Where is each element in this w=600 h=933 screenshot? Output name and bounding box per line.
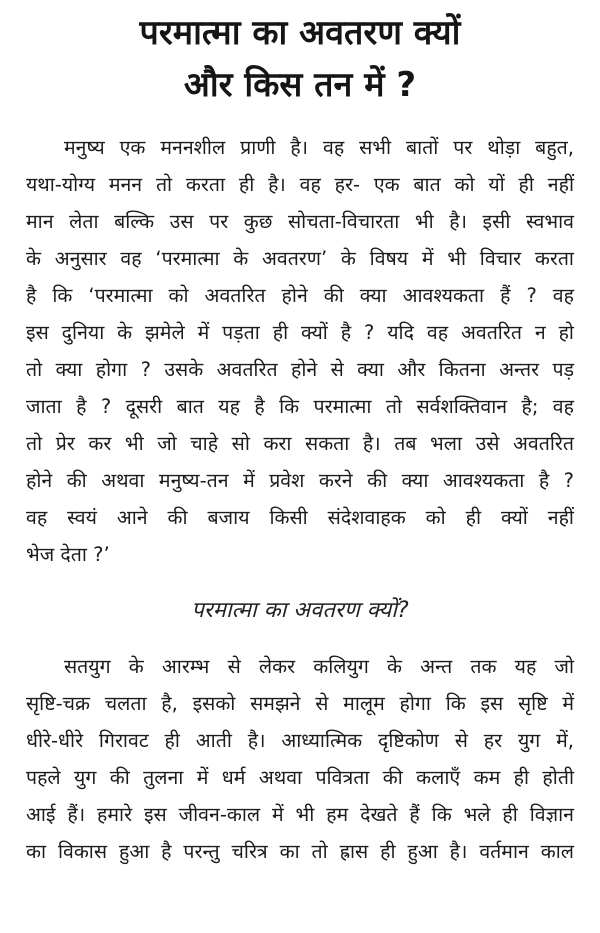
paragraph-2-line: पहले युग की तुलना में धर्म अथवा पवित्रता की कलाएँ कम ही होती <box>26 766 574 789</box>
paragraph-1-line: जाता है ? दूसरी बात यह है कि परमात्मा तो सर्वशक्तिवान है; वह <box>26 395 574 418</box>
paragraph-2-line: सृष्टि-चक्र चलता है, इसको समझने से मालूम होगा कि इस सृष्टि में <box>26 692 574 715</box>
paragraph-1-line: वह स्वयं आने की बजाय किसी संदेशवाहक को ही क्यों नहीं <box>26 506 574 529</box>
page-title-line-1: परमात्मा का अवतरण क्यों <box>139 13 461 53</box>
paragraph-1-line: के अनुसार वह ‘परमात्मा के अवतरण’ के विषय में भी विचार करता <box>26 247 574 270</box>
paragraph-2-line: धीरे-धीरे गिरावट ही आती है। आध्यात्मिक दृष्टिकोण से हर युग में, <box>26 729 574 752</box>
paragraph-1-line: इस दुनिया के झमेले में पड़ता ही क्यों है ? यदि वह अवतरित न हो <box>26 321 574 344</box>
paragraph-2-line: का विकास हुआ है परन्तु चरित्र का तो ह्रास ही हुआ है। वर्तमान काल <box>26 840 574 863</box>
paragraph-1-line: होने की अथवा मनुष्य-तन में प्रवेश करने की क्या आवश्यकता है ? <box>26 469 574 492</box>
paragraph-1-line: यथा-योग्य मनन तो करता ही है। वह हर- एक बात को यों ही नहीं <box>26 173 574 196</box>
paragraph-1-line: मान लेता बल्कि उस पर कुछ सोचता-विचारता भी है। इसी स्वभाव <box>26 210 574 233</box>
paragraph-2-line: सतयुग के आरम्भ से लेकर कलियुग के अन्त तक यह जो <box>64 655 574 678</box>
paragraph-1-line: तो प्रेर कर भी जो चाहे सो करा सकता है। तब भला उसे अवतरित <box>26 432 574 455</box>
paragraph-2-line: आई हैं। हमारे इस जीवन-काल में भी हम देखते हैं कि भले ही विज्ञान <box>26 803 574 826</box>
paragraph-1-line: है कि ‘परमात्मा को अवतरित होने की क्या आवश्यकता हैं ? वह <box>26 284 574 307</box>
paragraph-1-line: तो क्या होगा ? उसके अवतरित होने से क्या और कितना अन्तर पड़ <box>26 358 574 381</box>
section-subheading: परमात्मा का अवतरण क्यों? <box>191 598 409 623</box>
paragraph-1-line: मनुष्य एक मननशील प्राणी है। वह सभी बातों पर थोड़ा बहुत, <box>64 136 574 159</box>
paragraph-1-line: भेज देता ?’ <box>26 543 110 566</box>
page-title-line-2: और किस तन में ? <box>183 65 417 105</box>
